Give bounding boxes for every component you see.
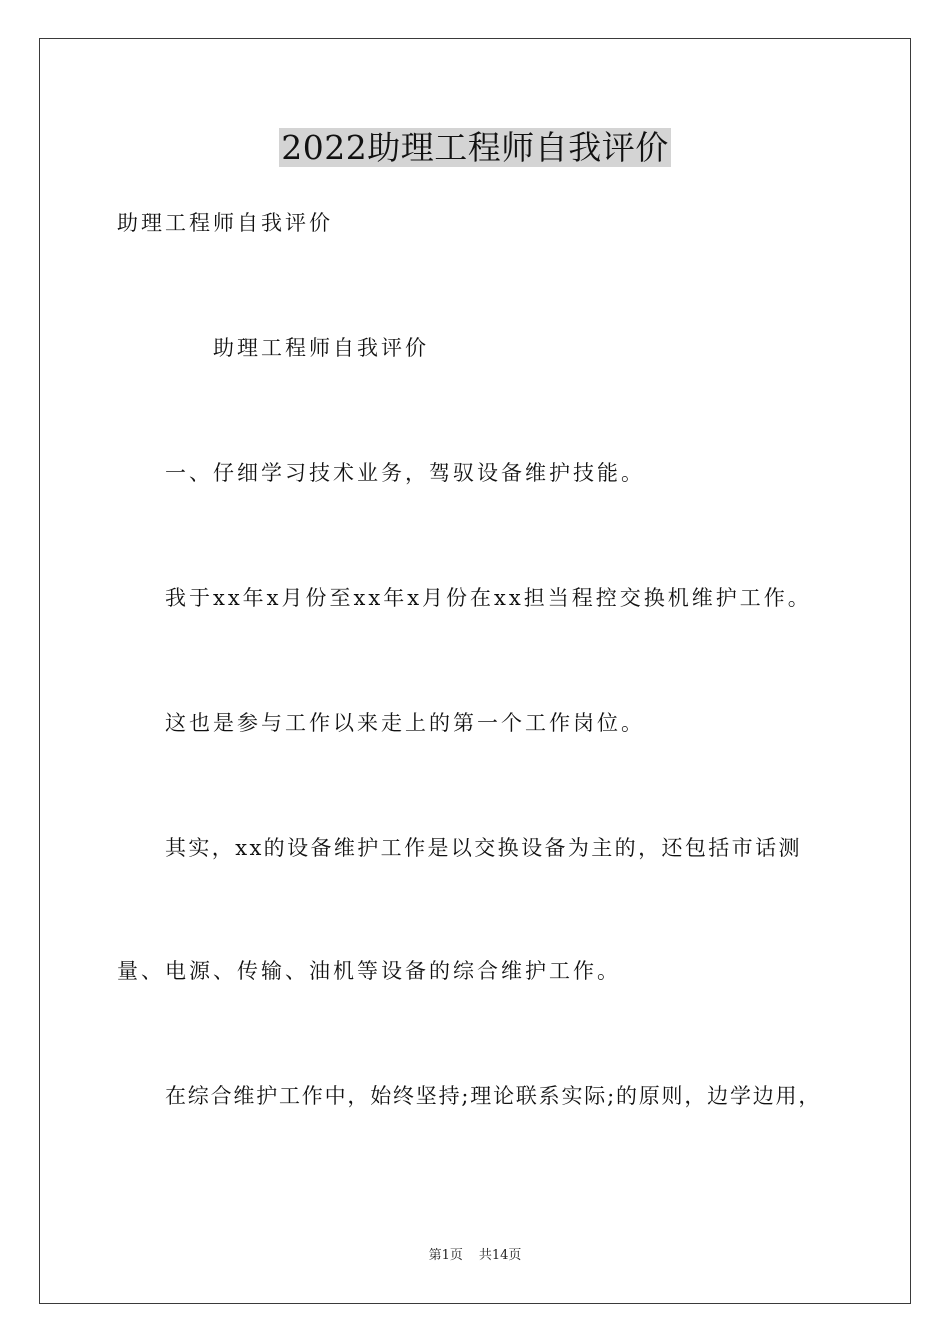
body-line: 助理工程师自我评价	[117, 211, 333, 235]
body-line: 我于xx年x月份至xx年x月份在xx担当程控交换机维护工作。	[165, 586, 812, 610]
body-line: 在综合维护工作中，始终坚持;理论联系实际;的原则，边学边用，	[165, 1084, 822, 1108]
body-line: 助理工程师自我评价	[213, 336, 429, 360]
document-title-text: 2022助理工程师自我评价	[281, 128, 669, 167]
page-footer	[0, 1247, 950, 1265]
total-pages: 共14页	[478, 1248, 522, 1263]
body-line: 一、仔细学习技术业务，驾驭设备维护技能。	[165, 461, 645, 485]
body-line: 其实，xx的设备维护工作是以交换设备为主的，还包括市话测	[165, 836, 802, 860]
document-title	[0, 126, 950, 170]
body-line: 量、电源、传输、油机等设备的综合维护工作。	[117, 959, 621, 983]
body-line: 这也是参与工作以来走上的第一个工作岗位。	[165, 711, 645, 735]
page-number: 第1页	[428, 1248, 463, 1263]
